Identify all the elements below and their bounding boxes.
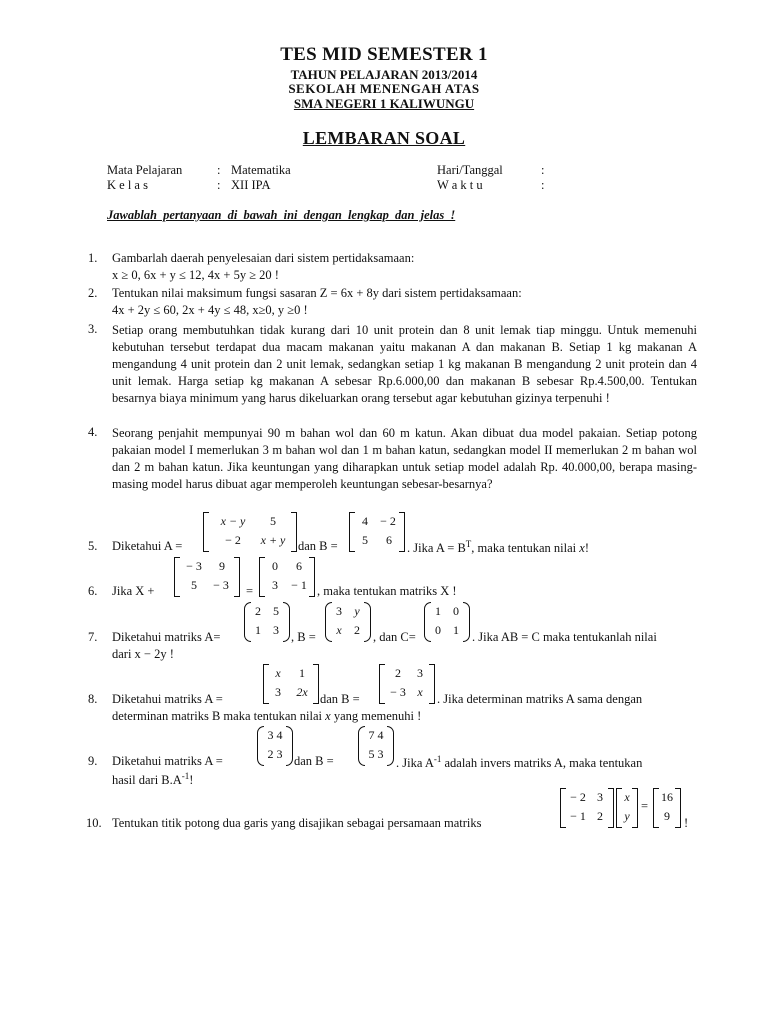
- matrix-cell: 9: [219, 559, 225, 573]
- q6-suffix: , maka tentukan matriks X !: [317, 584, 457, 598]
- matrix-cell: 5: [362, 533, 368, 547]
- q5-number: 5.: [88, 539, 98, 553]
- q6-equals: =: [246, 584, 254, 598]
- q2-number: 2.: [88, 286, 98, 300]
- matrix-cell: − 2: [225, 533, 241, 547]
- q5-end: !: [584, 541, 589, 556]
- matrix-cell: − 3: [213, 578, 229, 592]
- matrix-cell: − 3: [186, 559, 202, 573]
- q6-matrix-a: [174, 557, 240, 597]
- exam-title: TES MID SEMESTER 1: [280, 44, 488, 65]
- subject-label: Mata Pelajaran: [107, 163, 183, 177]
- matrix-cell: 3: [417, 666, 423, 680]
- q10-vector-xy: [616, 788, 638, 828]
- q7-mid1: , B =: [291, 630, 316, 644]
- matrix-cell: 7 4: [368, 728, 384, 742]
- matrix-cell: 9: [664, 809, 670, 823]
- q5-mid: dan B =: [298, 539, 338, 553]
- q6-prefix: Jika X +: [112, 584, 155, 598]
- matrix-cell: 5: [191, 578, 197, 592]
- matrix-cell: 1: [255, 623, 261, 637]
- q5-prefix: Diketahui A =: [112, 539, 183, 553]
- q8-var: x: [325, 709, 331, 723]
- q5-transpose: T: [465, 539, 472, 549]
- matrix-cell: − 3: [390, 685, 406, 699]
- matrix-cell: 3 4: [267, 728, 283, 742]
- matrix-cell: − 1: [291, 578, 307, 592]
- q7-number: 7.: [88, 630, 98, 644]
- matrix-cell: 3: [273, 623, 279, 637]
- matrix-cell: 4: [362, 514, 368, 528]
- time-sep: :: [541, 178, 545, 192]
- q8-line2b: yang memenuhi !: [330, 709, 422, 723]
- q2-inequalities: 4x + 2y ≤ 60, 2x + 4y ≤ 48, x≥0, y ≥0 !: [112, 303, 308, 317]
- q2-text: Tentukan nilai maksimum fungsi sasaran Z = 6x + 8y dari sistem pertidaksamaan:: [112, 286, 522, 300]
- school-type: SEKOLAH MENENGAH ATAS: [288, 81, 480, 96]
- q3-number: 3.: [88, 322, 98, 336]
- matrix-cell: 2x: [296, 685, 308, 699]
- class-sep: :: [217, 178, 221, 192]
- q9-inverse: -1: [433, 754, 442, 764]
- q7-matrix-c: [424, 602, 470, 642]
- matrix-cell: 1: [299, 666, 305, 680]
- q9-mid: dan B =: [294, 754, 334, 768]
- matrix-cell: y: [354, 604, 360, 618]
- q8-line2: [112, 709, 421, 724]
- q9-number: 9.: [88, 754, 98, 768]
- matrix-cell: 0: [453, 604, 459, 618]
- q5-var: x: [579, 541, 585, 556]
- q10-equals: =: [641, 799, 649, 813]
- matrix-cell: x: [624, 790, 630, 804]
- matrix-cell: 6: [296, 559, 302, 573]
- matrix-cell: 0: [435, 623, 441, 637]
- q9-line2: [112, 771, 193, 788]
- matrix-cell: 1: [453, 623, 459, 637]
- matrix-cell: 16: [661, 790, 673, 804]
- matrix-cell: 2: [354, 623, 360, 637]
- matrix-cell: 3: [336, 604, 342, 618]
- q7-matrix-a: [244, 602, 290, 642]
- q8-prefix: Diketahui matriks A =: [112, 692, 223, 706]
- q8-number: 8.: [88, 692, 98, 706]
- matrix-cell: x + y: [260, 533, 286, 547]
- academic-year: TAHUN PELAJARAN 2013/2014: [290, 67, 478, 82]
- q5-matrix-a: [203, 512, 297, 552]
- matrix-cell: 2 3: [267, 747, 283, 761]
- school-name: SMA NEGERI 1 KALIWUNGU: [293, 96, 475, 111]
- matrix-cell: x: [417, 685, 423, 699]
- q5-matrix-b: [349, 512, 405, 552]
- q8-mid: dan B =: [320, 692, 360, 706]
- matrix-cell: x: [275, 666, 281, 680]
- matrix-cell: 5 3: [368, 747, 384, 761]
- q1-number: 1.: [88, 251, 98, 265]
- q10-text: Tentukan titik potong dua garis yang disajikan sebagai persamaan matriks: [112, 816, 482, 830]
- matrix-cell: y: [624, 809, 630, 823]
- q10-vector-result: [653, 788, 681, 828]
- matrix-cell: − 2: [570, 790, 586, 804]
- q5-post2: , maka tentukan nilai: [471, 541, 580, 556]
- q1-inequalities: x ≥ 0, 6x + y ≤ 12, 4x + 5y ≥ 20 !: [112, 268, 279, 282]
- q9-post: . Jika A: [396, 756, 434, 771]
- q9-post2: adalah invers matriks A, maka tentukan: [441, 756, 643, 771]
- q7-suffix: . Jika AB = C maka tentukanlah nilai: [472, 630, 657, 644]
- q9-prefix: Diketahui matriks A =: [112, 754, 223, 768]
- matrix-cell: 5: [270, 514, 276, 528]
- subject-sep: :: [217, 163, 221, 177]
- q1-text: Gambarlah daerah penyelesaian dari sistem pertidaksamaan:: [112, 251, 415, 265]
- sheet-title: LEMBARAN SOAL: [302, 128, 466, 148]
- subject-value: Matematika: [231, 163, 291, 177]
- q8-matrix-b: [379, 664, 435, 704]
- q9-line2-sup: -1: [181, 771, 190, 781]
- q4-text: Seorang penjahit mempunyai 90 m bahan wol dan 60 m katun. Akan dibuat dua model pakaian. Setiap potong pakaian model I memerlukan 3 m bahan wol dan 1 m bahan katun, sedangkan model II memerlukan 2 m bahan wol dan 2 m bahan katun. Jika keuntungan yang diharapkan untuk setiap model adalah Rp. 40.000,00, berapa masing-masing model harus dibuat agar memperoleh keuntungan sebesar-besarnya?: [112, 426, 697, 491]
- day-label: Hari/Tanggal: [437, 163, 503, 177]
- q9-matrix-a: [257, 726, 293, 766]
- q9-line2-end: !: [189, 773, 194, 788]
- q8-matrix-a: [263, 664, 319, 704]
- matrix-cell: 0: [272, 559, 278, 573]
- q9-matrix-b: [358, 726, 394, 766]
- q5-post: . Jika A = B: [407, 541, 466, 556]
- instruction: Jawablah pertanyaan di bawah ini dengan lengkap dan jelas !: [107, 208, 456, 222]
- matrix-cell: 6: [386, 533, 392, 547]
- day-sep: :: [541, 163, 545, 177]
- matrix-cell: 2: [395, 666, 401, 680]
- matrix-cell: − 1: [570, 809, 586, 823]
- q9-line2-text: hasil dari B.A: [112, 773, 182, 788]
- matrix-cell: 3: [272, 578, 278, 592]
- matrix-cell: 2: [597, 809, 603, 823]
- q8-line2a: determinan matriks B maka tentukan nilai: [112, 709, 326, 723]
- matrix-cell: − 2: [380, 514, 396, 528]
- matrix-cell: 5: [273, 604, 279, 618]
- q4-number: 4.: [88, 425, 98, 439]
- matrix-cell: 2: [255, 604, 261, 618]
- q8-suffix: . Jika determinan matriks A sama dengan: [437, 692, 643, 706]
- q9-suffix: [396, 754, 642, 771]
- q7-line2: dari x − 2y !: [112, 647, 174, 661]
- matrix-cell: x: [336, 623, 342, 637]
- q3-text: Setiap orang membutuhkan tidak kurang dari 10 unit protein dan 8 unit lemak tiap minggu. Untuk memenuhi kebutuhan tersebut terdapat dua macam makanan yaitu makanan A dan makanan B. Setiap 1 kg makanan A mengandung 4 unit protein dan 2 unit lemak, sedangkan setiap 1 kg makanan B mengandung 2 unit protein dan 4 unit lemak. Harga setiap kg makanan A sebesar Rp.6.000,00 dan makanan B sebesar Rp.4.500,00. Tentukan besarnya biaya minimum yang harus dikeluarkan orang tersebut agar kebutuhan gizinya terpenuhi !: [112, 323, 697, 405]
- q10-number: 10.: [86, 816, 102, 830]
- matrix-cell: x − y: [220, 514, 246, 528]
- matrix-cell: 1: [435, 604, 441, 618]
- q10-matrix-a: [560, 788, 614, 828]
- class-value: XII IPA: [231, 178, 271, 192]
- q7-mid2: , dan C=: [373, 630, 416, 644]
- q6-number: 6.: [88, 584, 98, 598]
- time-label: W a k t u: [437, 178, 483, 192]
- q6-matrix-b: [259, 557, 315, 597]
- q10-end: !: [684, 816, 689, 830]
- q7-prefix: Diketahui matriks A=: [112, 630, 221, 644]
- class-label: K e l a s: [107, 178, 148, 192]
- matrix-cell: 3: [597, 790, 603, 804]
- q7-matrix-b: [325, 602, 371, 642]
- matrix-cell: 3: [275, 685, 281, 699]
- q5-suffix: [407, 539, 589, 556]
